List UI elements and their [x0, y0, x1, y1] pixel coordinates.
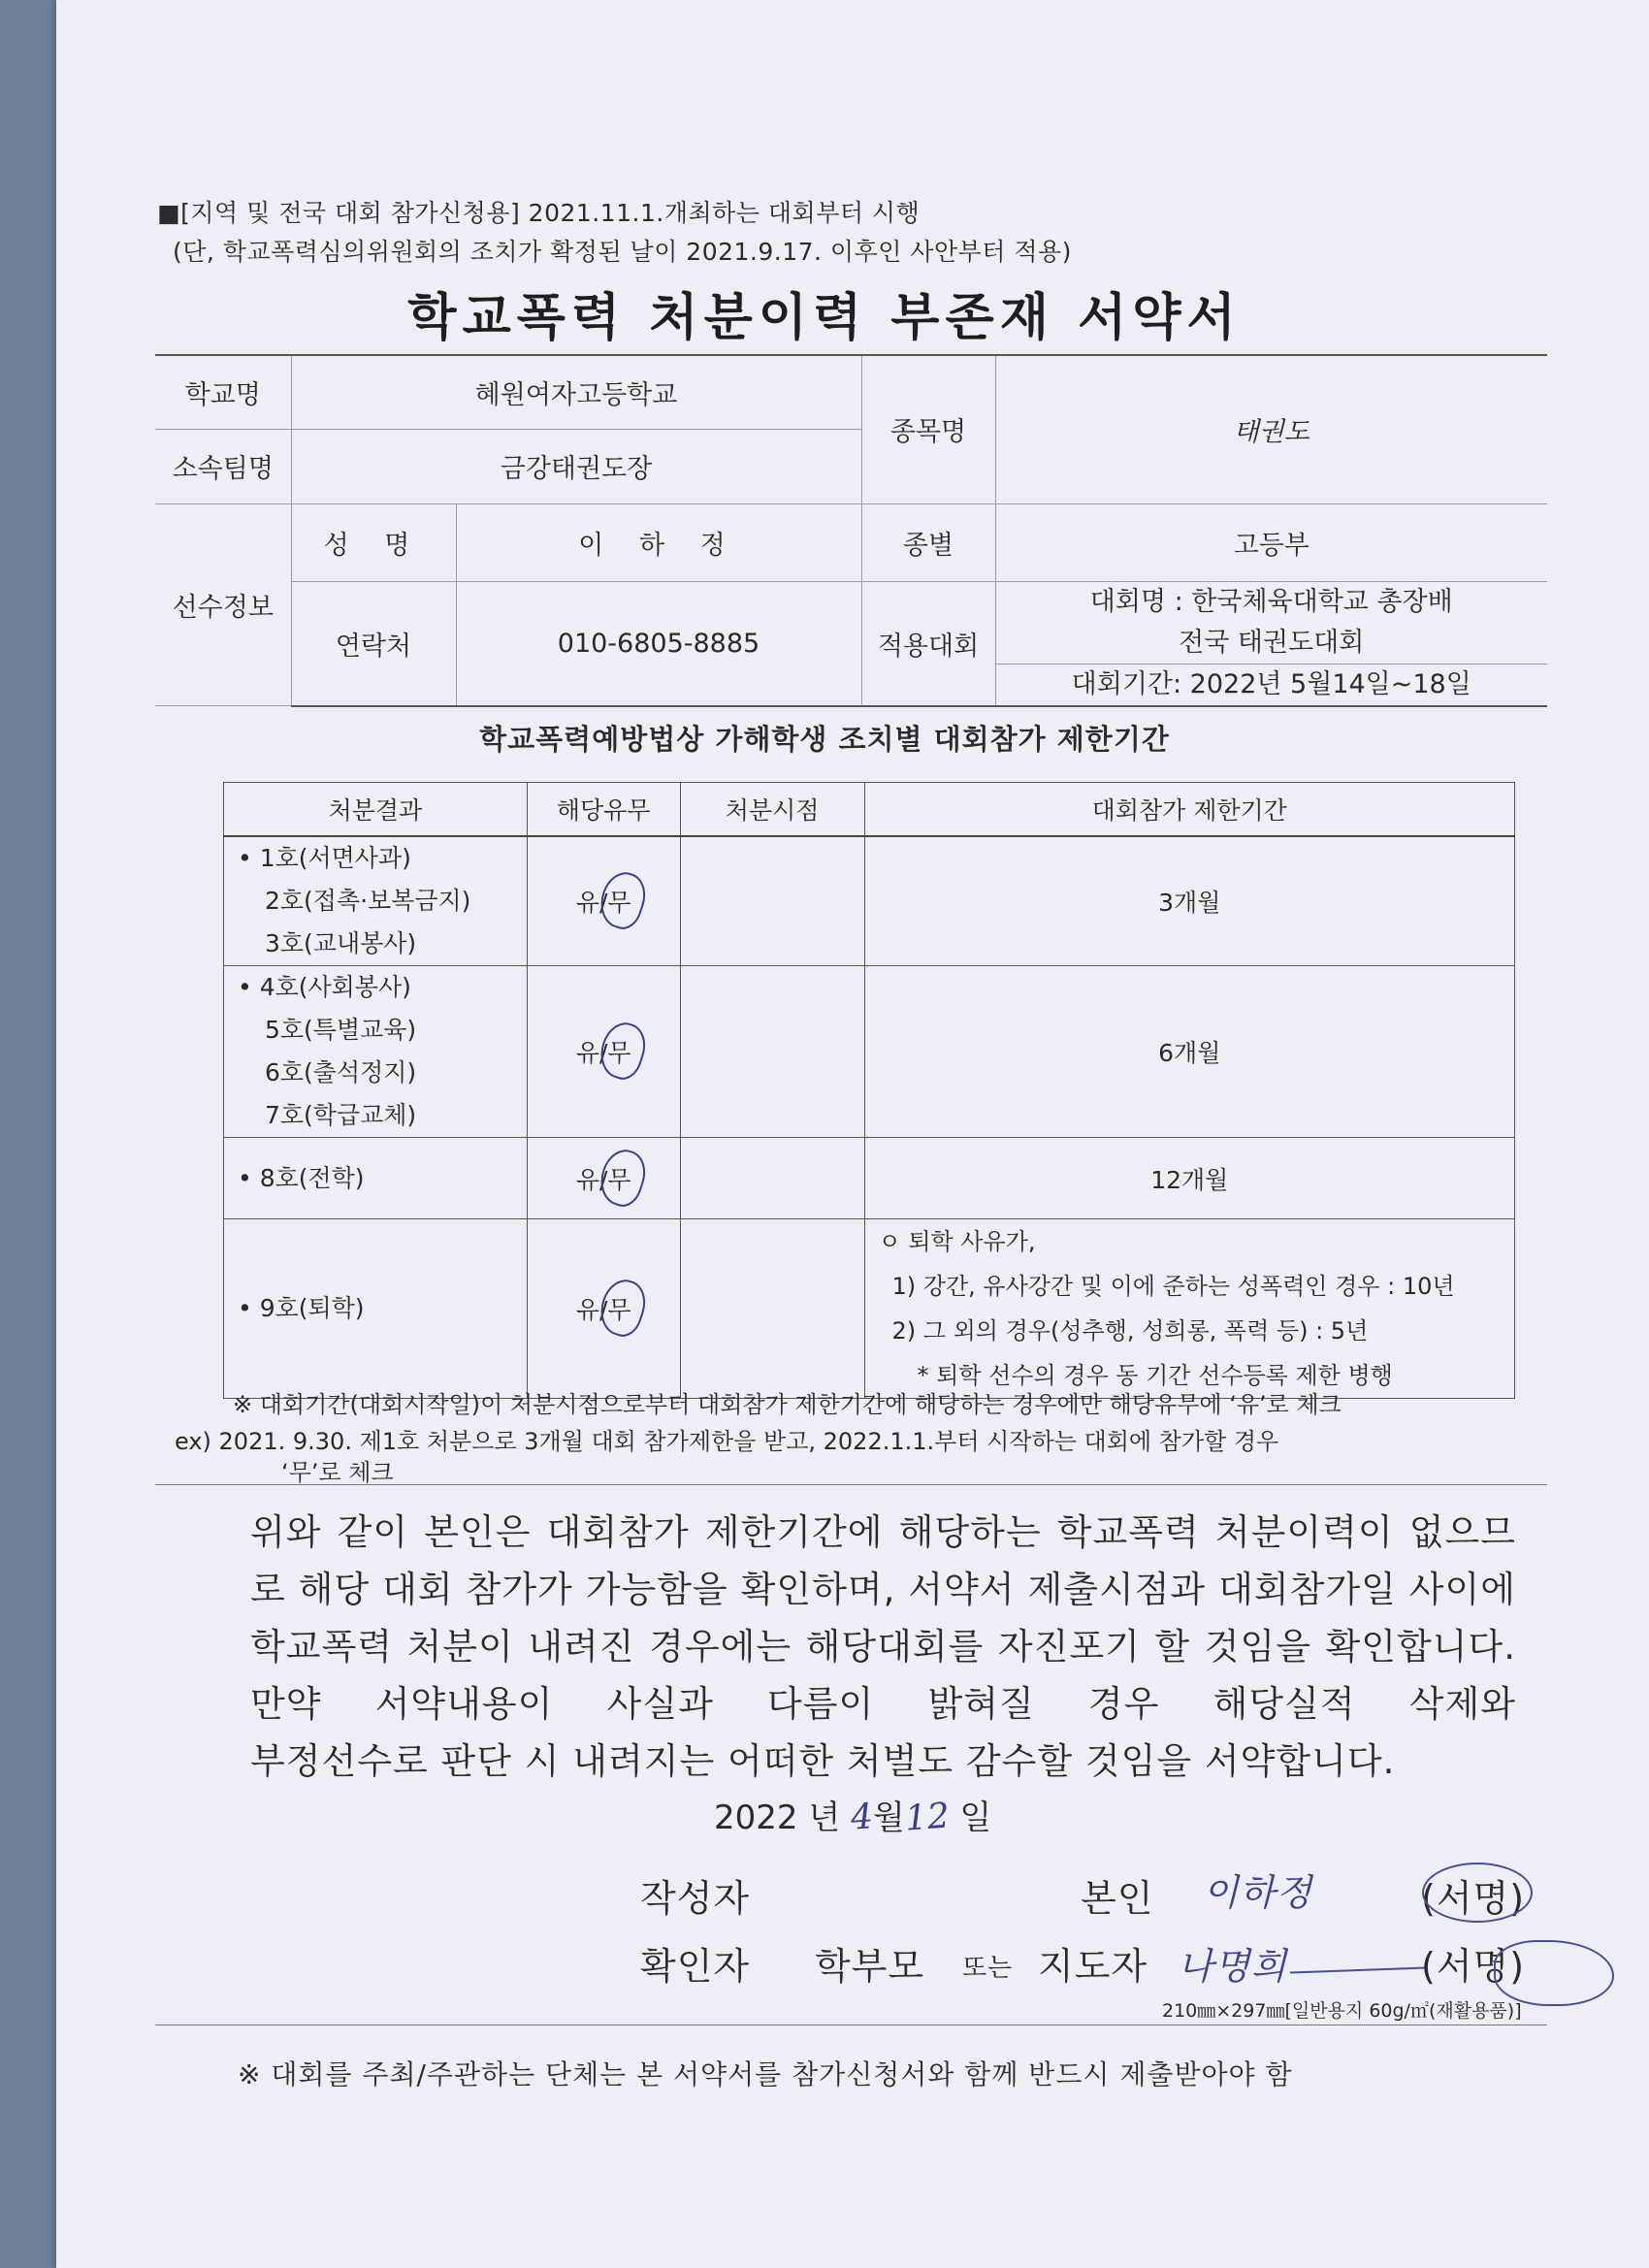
- category-cell: [224, 966, 528, 1138]
- time-cell[interactable]: [680, 1138, 864, 1219]
- event-info: [995, 581, 1547, 706]
- category-item: 2호(접촉·보복금지): [265, 887, 471, 915]
- event-label: 적용대회: [861, 581, 995, 706]
- category-cell: [224, 1219, 528, 1399]
- category-item: 6호(출석정지): [265, 1058, 417, 1086]
- document-title: 학교폭력 처분이력 부존재 서약서: [407, 289, 1242, 347]
- pledge-text: [250, 1504, 1516, 1790]
- sport-label: 종목명: [861, 355, 995, 503]
- category-item: • 9호(퇴학): [238, 1294, 365, 1322]
- division-label: 종별: [861, 503, 995, 581]
- yn-label: 유/무: [575, 889, 631, 917]
- applicable-check[interactable]: [527, 1138, 680, 1219]
- team-value: 금강태권도장: [291, 429, 861, 503]
- writer-label: 작성자: [640, 1877, 751, 1920]
- header-applicable: 해당유무: [527, 783, 680, 837]
- header-time: 처분시점: [680, 783, 864, 837]
- yn-label: 유/무: [575, 1039, 631, 1067]
- footer-note: ※ 대회를 주최/주관하는 단체는 본 서약서를 참가신청서와 함께 반드시 제출받아야 함: [238, 2058, 1293, 2090]
- time-cell[interactable]: [680, 836, 864, 966]
- coach-signature[interactable]: 나명희: [1178, 1945, 1288, 1988]
- period-value: 6개월: [864, 966, 1515, 1138]
- header-result: 처분결과: [224, 783, 528, 837]
- signature-scribble-icon: [1422, 1863, 1533, 1923]
- expulsion-line: * 퇴학 선수의 경우 동 기간 선수등록 제한 병행: [917, 1362, 1393, 1389]
- player-info-label: 선수정보: [155, 503, 291, 706]
- pledge-last-line: 부정선수로 판단 시 내려지는 어떠한 처벌도 감수할 것임을 서약합니다.: [250, 1740, 1396, 1782]
- category-item: • 1호(서면사과): [238, 844, 411, 872]
- expulsion-period: [864, 1219, 1515, 1399]
- event-name-line-2: 전국 태권도대회: [1179, 627, 1365, 658]
- paper-spec: 210㎜×297㎜[일반용지 60g/㎡(재활용품)]: [1162, 2000, 1522, 2022]
- date-day[interactable]: 12: [903, 1796, 951, 1839]
- name-value: 이 하 정: [456, 503, 861, 581]
- category-item: • 4호(사회봉사): [238, 973, 411, 1001]
- note-1: ※ 대회기간(대회시작일)이 처분시점으로부터 대회참가 제한기간에 해당하는 경우에만 해당유무에 ‘유’로 체크: [233, 1391, 1342, 1418]
- info-table: [155, 354, 1547, 707]
- circle-mark-icon: [594, 1018, 652, 1085]
- division-value: 고등부: [995, 503, 1547, 581]
- date-month[interactable]: 4: [849, 1797, 875, 1838]
- self-label: 본인: [1081, 1877, 1154, 1920]
- period-value: 3개월: [864, 836, 1515, 966]
- expulsion-line: 1) 강간, 유사강간 및 이에 준하는 성폭력인 경우 : 10년: [891, 1273, 1455, 1300]
- self-signature[interactable]: 이하정: [1203, 1871, 1313, 1914]
- contact-label: 연락처: [291, 581, 456, 706]
- date-line: [714, 1791, 991, 1838]
- sign-mark-1: (서명): [1421, 1877, 1526, 1920]
- category-item: 5호(특별교육): [265, 1016, 417, 1044]
- expulsion-line: 2) 그 외의 경우(성추행, 성희롱, 폭력 등) : 5년: [891, 1317, 1369, 1345]
- yn-label: 유/무: [575, 1296, 631, 1324]
- event-period: 대회기간: 2022년 5월14일~18일: [996, 664, 1548, 705]
- category-item: • 8호(전학): [238, 1163, 365, 1192]
- category-item: 3호(교내봉사): [265, 929, 417, 957]
- note-2: ex) 2021. 9.30. 제1호 처분으로 3개월 대회 참가제한을 받고, 2022.1.1.부터 시작하는 대회에 참가할 경우: [175, 1428, 1279, 1455]
- date-year: 2022: [714, 1798, 798, 1837]
- divider: [155, 1484, 1547, 1485]
- school-label: 학교명: [155, 355, 291, 429]
- contact-value: 010-6805-8885: [456, 581, 861, 706]
- yn-label: 유/무: [575, 1165, 631, 1194]
- category-cell: [224, 836, 528, 966]
- or-label: 또는: [962, 1954, 1014, 1983]
- notice-line-1: ■[지역 및 전국 대회 참가신청용] 2021.11.1.개최하는 대회부터 시행: [157, 199, 921, 227]
- sign-mark-2: (서명): [1421, 1945, 1526, 1988]
- name-label: 성 명: [291, 503, 456, 581]
- period-value: 12개월: [864, 1138, 1515, 1219]
- pledge-main: 위와 같이 본인은 대회참가 제한기간에 해당하는 학교폭력 처분이력이 없으므로 해당 대회 참가가 가능함을 확인하며, 서약서 제출시점과 대회참가일 사이에 학교폭력 처분이 내려진 경우에는 해당대회를 자진포기 할 것임을 확인합니다. 만약 서약내용이 사실과 다름이 밝혀질 경우 해당실적 삭제와: [250, 1511, 1516, 1725]
- restriction-title: 학교폭력예방법상 가해학생 조치별 대회참가 제한기간: [479, 723, 1170, 756]
- applicable-check[interactable]: [527, 836, 680, 966]
- sport-value: 태권도: [995, 355, 1547, 503]
- coach-label: 지도자: [1038, 1945, 1148, 1988]
- school-value: 혜원여자고등학교: [291, 355, 861, 429]
- applicable-check[interactable]: [527, 966, 680, 1138]
- team-label: 소속팀명: [155, 429, 291, 503]
- notice-line-2: (단, 학교폭력심의위원회의 조치가 확정된 날이 2021.9.17. 이후인 사안부터 적용): [173, 238, 1072, 266]
- note-3: ‘무’로 체크: [281, 1459, 394, 1486]
- circle-mark-icon: [594, 1275, 652, 1342]
- category-item: 7호(학급교체): [265, 1101, 417, 1129]
- restriction-table: [223, 782, 1515, 1399]
- category-cell: [224, 1138, 528, 1219]
- circle-mark-icon: [594, 867, 652, 934]
- confirmer-label: 확인자: [640, 1945, 751, 1988]
- time-cell[interactable]: [680, 1219, 864, 1399]
- date-year-suffix: 년: [808, 1798, 841, 1837]
- expulsion-line: ㅇ 퇴학 사유가,: [878, 1228, 1036, 1255]
- applicable-check[interactable]: [527, 1219, 680, 1399]
- parent-label: 학부모: [815, 1945, 925, 1988]
- date-month-suffix: 월: [872, 1798, 905, 1837]
- time-cell[interactable]: [680, 966, 864, 1138]
- date-day-suffix: 일: [959, 1798, 992, 1837]
- circle-mark-icon: [594, 1144, 652, 1211]
- header-period: 대회참가 제한기간: [864, 783, 1515, 837]
- event-name-line-1: 대회명 : 한국체육대학교 총장배: [1089, 586, 1453, 617]
